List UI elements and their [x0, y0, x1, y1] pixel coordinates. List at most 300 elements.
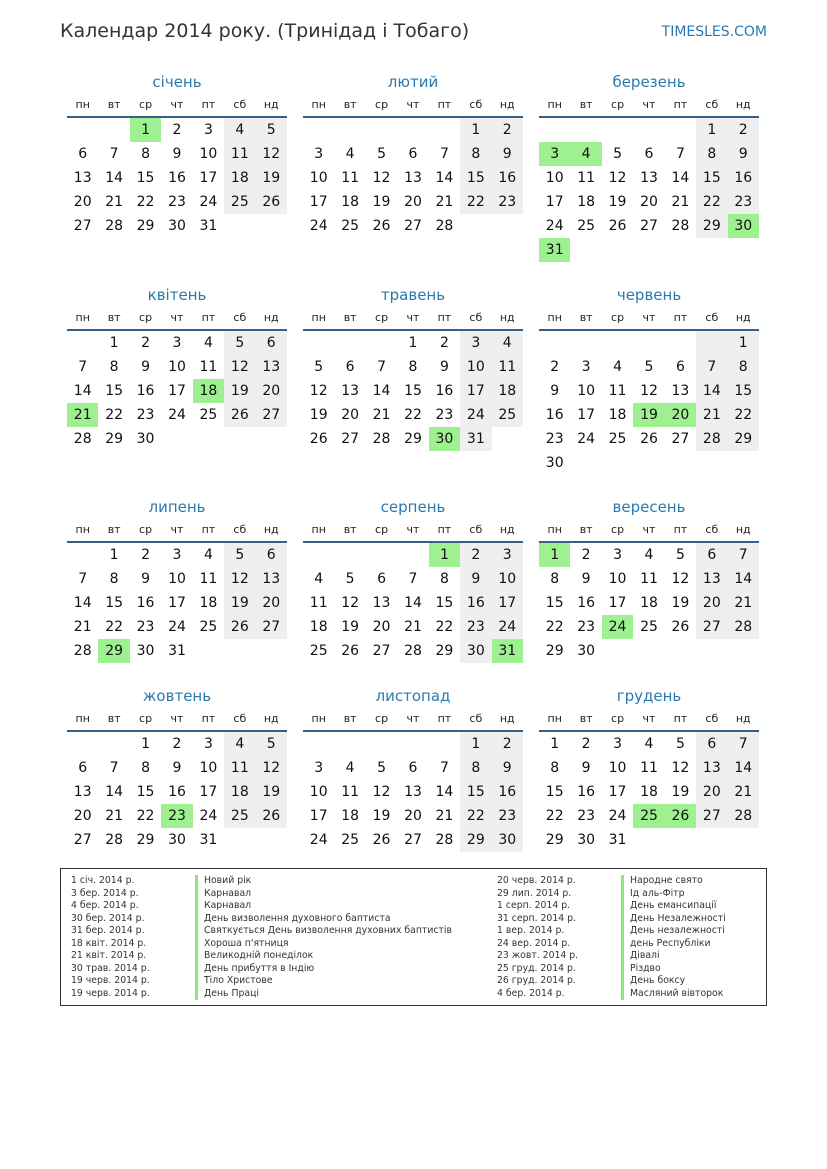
day-cell: 7 [675, 146, 685, 162]
day-cell: 27 [341, 431, 360, 447]
empty-cell [602, 331, 633, 355]
holiday-day-cell: 31 [539, 238, 570, 262]
weekday-label: чт [406, 98, 420, 111]
day-grid [539, 118, 759, 262]
day-cell: 26 [224, 615, 255, 639]
day-cell: 28 [696, 427, 727, 451]
day-cell: 18 [341, 808, 360, 824]
day-cell: 15 [136, 170, 155, 186]
day-cell: 22 [435, 619, 454, 635]
day-cell: 28 [105, 218, 124, 234]
day-grid [539, 732, 759, 852]
day-cell: 16 [136, 595, 155, 611]
day-cell: 16 [492, 166, 523, 190]
day-cell: 21 [671, 194, 690, 210]
weekday-header [67, 519, 287, 543]
day-cell: 7 [377, 359, 387, 375]
day-cell: 4 [345, 146, 355, 162]
weekday-label: пт [673, 98, 688, 111]
day-cell: 9 [141, 571, 151, 587]
day-cell: 17 [199, 784, 218, 800]
weekday-label: вт [107, 311, 121, 324]
day-cell: 19 [256, 780, 287, 804]
day-cell: 17 [309, 194, 328, 210]
legend-date: 18 квіт. 2014 р. [71, 937, 147, 949]
weekday-label: чт [642, 523, 656, 536]
day-cell: 13 [372, 595, 391, 611]
day-cell: 27 [404, 832, 422, 848]
empty-cell [67, 732, 98, 756]
day-cell: 28 [435, 832, 454, 848]
legend-holiday-name: день Республіки [621, 938, 711, 951]
day-cell: 29 [136, 832, 155, 848]
empty-cell [334, 331, 365, 355]
day-grid [303, 732, 523, 852]
holiday-day-cell: 31 [492, 639, 523, 663]
weekday-label: чт [642, 98, 656, 111]
day-cell: 26 [256, 190, 287, 214]
day-cell: 21 [435, 194, 454, 210]
holiday-day-cell: 30 [728, 214, 759, 238]
day-cell: 18 [224, 780, 255, 804]
legend-row [497, 988, 726, 1001]
weekday-label: чт [170, 98, 184, 111]
weekday-label: пт [201, 98, 216, 111]
day-cell: 19 [608, 194, 627, 210]
day-cell: 23 [545, 431, 564, 447]
weekday-label: пт [673, 311, 688, 324]
weekday-label: вт [579, 311, 593, 324]
day-cell: 17 [608, 784, 627, 800]
weekday-label: вт [579, 98, 593, 111]
legend-holiday-name: День боксу [621, 975, 685, 988]
day-cell: 3 [613, 736, 623, 752]
weekday-label: пн [311, 311, 326, 324]
weekday-label: чт [170, 523, 184, 536]
weekday-label: нд [735, 311, 751, 324]
day-cell: 1 [460, 118, 491, 142]
day-cell: 30 [168, 218, 186, 234]
day-grid [67, 118, 287, 238]
day-cell: 3 [314, 146, 324, 162]
holiday-day-cell: 1 [539, 543, 570, 567]
day-cell: 6 [408, 146, 418, 162]
day-cell: 3 [172, 335, 182, 351]
empty-cell [303, 331, 334, 355]
day-cell: 4 [314, 571, 324, 587]
legend-row [497, 938, 726, 951]
day-cell: 13 [341, 383, 360, 399]
legend-holiday-name: День емансипації [621, 900, 716, 913]
day-cell: 8 [550, 760, 560, 776]
day-cell: 17 [168, 383, 186, 399]
day-cell: 21 [435, 808, 454, 824]
day-cell: 28 [728, 615, 759, 639]
day-grid [67, 331, 287, 451]
day-cell: 24 [608, 808, 627, 824]
day-cell: 24 [545, 218, 564, 234]
day-grid [303, 331, 523, 451]
month-9 [539, 495, 759, 663]
weekday-label: пт [437, 98, 452, 111]
month-name: жовтень [142, 687, 212, 705]
day-cell: 20 [696, 591, 727, 615]
day-cell: 30 [136, 431, 155, 447]
empty-cell [98, 118, 129, 142]
day-cell: 17 [309, 808, 328, 824]
day-cell: 11 [492, 355, 523, 379]
day-cell: 30 [577, 832, 596, 848]
legend-holiday-name: Святкується День визволення духовних баптистів [195, 925, 452, 938]
legend-row [497, 913, 726, 926]
day-cell: 14 [404, 595, 422, 611]
empty-cell [570, 118, 601, 142]
day-cell: 25 [341, 218, 360, 234]
day-cell: 20 [73, 194, 92, 210]
weekday-label: вт [579, 712, 593, 725]
empty-cell [67, 331, 98, 355]
legend-row [497, 950, 726, 963]
day-cell: 28 [73, 431, 92, 447]
day-cell: 31 [460, 427, 491, 451]
day-cell: 28 [404, 643, 422, 659]
day-cell: 27 [696, 615, 727, 639]
weekday-label: пн [311, 712, 326, 725]
day-cell: 29 [404, 431, 422, 447]
day-cell: 29 [545, 832, 564, 848]
empty-cell [665, 331, 696, 355]
weekday-label: вт [107, 523, 121, 536]
legend-column-left [71, 875, 452, 1000]
legend-row [497, 888, 726, 901]
day-cell: 7 [109, 146, 119, 162]
day-cell: 27 [404, 218, 422, 234]
day-cell: 9 [141, 359, 151, 375]
weekday-label: пт [201, 311, 216, 324]
day-cell: 9 [172, 146, 182, 162]
day-cell: 19 [372, 194, 391, 210]
day-cell: 18 [224, 166, 255, 190]
day-cell: 24 [199, 194, 218, 210]
day-cell: 27 [696, 804, 727, 828]
legend-row [71, 963, 452, 976]
legend-date: 31 бер. 2014 р. [71, 925, 145, 936]
weekday-label: ср [375, 523, 389, 536]
day-cell: 26 [608, 218, 627, 234]
day-cell: 26 [372, 218, 391, 234]
day-cell: 18 [577, 194, 596, 210]
day-cell: 10 [608, 571, 627, 587]
weekday-header [303, 94, 523, 118]
day-cell: 29 [460, 828, 491, 852]
day-cell: 4 [224, 732, 255, 756]
day-cell: 11 [341, 784, 360, 800]
day-cell: 23 [136, 619, 155, 635]
weekday-label: пн [75, 712, 90, 725]
day-cell: 8 [696, 142, 727, 166]
day-cell: 14 [435, 170, 454, 186]
day-cell: 2 [141, 335, 151, 351]
weekday-label: пт [673, 523, 688, 536]
empty-cell [366, 331, 397, 355]
day-cell: 26 [341, 643, 360, 659]
day-cell: 1 [109, 335, 119, 351]
day-cell: 27 [671, 431, 690, 447]
day-cell: 15 [105, 383, 124, 399]
day-cell: 20 [256, 379, 287, 403]
day-cell: 3 [314, 760, 324, 776]
legend-date: 30 трав. 2014 р. [71, 962, 150, 974]
weekday-label: пн [75, 98, 90, 111]
day-cell: 27 [640, 218, 658, 234]
day-cell: 23 [728, 190, 759, 214]
holiday-day-cell: 19 [633, 403, 664, 427]
empty-cell [366, 543, 397, 567]
brand-link[interactable]: TIMESLES.COM [661, 24, 767, 40]
day-grid [67, 543, 287, 663]
empty-cell [633, 331, 664, 355]
day-cell: 5 [345, 571, 355, 587]
day-cell: 10 [309, 784, 328, 800]
day-cell: 26 [256, 804, 287, 828]
legend-holiday-name: Хороша п'ятниця [195, 938, 289, 951]
day-cell: 13 [404, 170, 422, 186]
day-cell: 4 [203, 547, 213, 563]
day-cell: 12 [224, 355, 255, 379]
month-name: вересень [612, 498, 686, 516]
day-cell: 25 [577, 218, 596, 234]
day-cell: 8 [109, 359, 119, 375]
weekday-label: чт [642, 311, 656, 324]
day-cell: 19 [671, 595, 690, 611]
weekday-label: чт [642, 712, 656, 725]
day-cell: 27 [372, 643, 391, 659]
month-4 [67, 283, 287, 451]
month-name: лютий [387, 73, 439, 91]
month-name: березень [612, 73, 686, 91]
day-cell: 19 [224, 591, 255, 615]
weekday-label: ср [375, 712, 389, 725]
day-cell: 7 [408, 571, 418, 587]
legend-row [497, 963, 726, 976]
day-cell: 28 [671, 218, 690, 234]
day-cell: 23 [577, 619, 596, 635]
day-cell: 18 [309, 619, 328, 635]
day-cell: 4 [345, 760, 355, 776]
weekday-header [67, 94, 287, 118]
weekday-label: сб [469, 523, 483, 536]
empty-cell [67, 118, 98, 142]
weekday-label: ср [139, 98, 153, 111]
day-cell: 9 [581, 760, 591, 776]
day-cell: 16 [168, 784, 186, 800]
legend-date: 29 лип. 2014 р. [497, 887, 572, 899]
day-cell: 14 [73, 595, 92, 611]
day-cell: 7 [439, 146, 449, 162]
day-cell: 20 [404, 194, 422, 210]
empty-cell [602, 118, 633, 142]
day-cell: 4 [203, 335, 213, 351]
day-cell: 22 [404, 407, 422, 423]
day-cell: 16 [168, 170, 186, 186]
day-cell: 16 [577, 595, 596, 611]
day-cell: 12 [309, 383, 328, 399]
day-cell: 6 [78, 760, 88, 776]
day-cell: 1 [460, 732, 491, 756]
day-cell: 3 [492, 543, 523, 567]
day-cell: 8 [439, 571, 449, 587]
legend-date: 25 груд. 2014 р. [497, 962, 576, 974]
day-cell: 11 [199, 571, 218, 587]
day-cell: 16 [460, 591, 491, 615]
weekday-label: пт [201, 712, 216, 725]
month-7 [67, 495, 287, 663]
day-cell: 1 [728, 331, 759, 355]
day-cell: 16 [492, 780, 523, 804]
day-grid [303, 118, 523, 238]
day-cell: 21 [696, 403, 727, 427]
day-cell: 10 [168, 571, 186, 587]
legend-holiday-name: Великодній понеділок [195, 950, 313, 963]
weekday-label: пт [437, 712, 452, 725]
day-cell: 10 [168, 359, 186, 375]
day-cell: 12 [256, 756, 287, 780]
weekday-label: сб [233, 712, 247, 725]
day-cell: 2 [581, 736, 591, 752]
legend-holiday-name: Різдво [621, 963, 661, 976]
legend-holiday-name: День Праці [195, 988, 259, 1001]
weekday-label: вт [343, 311, 357, 324]
day-cell: 10 [577, 383, 596, 399]
legend-date: 24 вер. 2014 р. [497, 937, 571, 949]
day-cell: 22 [545, 619, 564, 635]
day-cell: 7 [728, 543, 759, 567]
day-cell: 18 [640, 595, 658, 611]
day-cell: 25 [608, 431, 627, 447]
weekday-label: нд [263, 523, 279, 536]
day-cell: 30 [168, 832, 186, 848]
day-cell: 8 [141, 760, 151, 776]
day-cell: 3 [581, 359, 591, 375]
day-cell: 28 [435, 218, 454, 234]
empty-cell [303, 732, 334, 756]
day-cell: 20 [404, 808, 422, 824]
day-cell: 11 [224, 756, 255, 780]
day-cell: 8 [728, 355, 759, 379]
weekday-label: нд [263, 311, 279, 324]
day-cell: 16 [435, 383, 454, 399]
weekday-label: пт [673, 712, 688, 725]
weekday-label: пн [547, 523, 562, 536]
month-name: грудень [616, 687, 682, 705]
day-cell: 12 [224, 567, 255, 591]
month-name: січень [152, 73, 202, 91]
day-cell: 27 [73, 832, 92, 848]
day-cell: 7 [696, 355, 727, 379]
day-cell: 15 [404, 383, 422, 399]
weekday-header [67, 708, 287, 732]
empty-cell [303, 543, 334, 567]
legend-holiday-name: День незалежності [621, 925, 725, 938]
day-cell: 8 [460, 756, 491, 780]
empty-cell [570, 331, 601, 355]
day-cell: 14 [728, 567, 759, 591]
day-cell: 3 [613, 547, 623, 563]
day-cell: 11 [199, 359, 218, 375]
weekday-label: сб [705, 523, 719, 536]
legend-row [71, 913, 452, 926]
legend-date: 23 жовт. 2014 р. [497, 950, 579, 961]
weekday-label: пт [201, 523, 216, 536]
day-cell: 31 [199, 832, 218, 848]
day-cell: 1 [550, 736, 560, 752]
empty-cell [397, 118, 428, 142]
weekday-header [303, 708, 523, 732]
day-cell: 13 [404, 784, 422, 800]
legend-date: 19 черв. 2014 р. [71, 975, 150, 986]
day-cell: 15 [105, 595, 124, 611]
day-cell: 5 [377, 760, 387, 776]
day-cell: 20 [256, 591, 287, 615]
weekday-label: нд [735, 523, 751, 536]
holiday-day-cell: 20 [665, 403, 696, 427]
day-cell: 18 [492, 379, 523, 403]
day-cell: 16 [545, 407, 564, 423]
empty-cell [303, 118, 334, 142]
legend-holiday-name: Ід аль-Фітр [621, 888, 685, 901]
day-cell: 16 [728, 166, 759, 190]
legend-date: 1 вер. 2014 р. [497, 925, 565, 936]
weekday-label: нд [499, 98, 515, 111]
weekday-label: сб [705, 311, 719, 324]
empty-cell [366, 118, 397, 142]
day-cell: 24 [492, 615, 523, 639]
day-cell: 3 [460, 331, 491, 355]
day-cell: 17 [168, 595, 186, 611]
day-cell: 5 [675, 547, 685, 563]
day-cell: 5 [314, 359, 324, 375]
weekday-label: чт [406, 523, 420, 536]
month-name: липень [148, 498, 206, 516]
day-cell: 4 [644, 547, 654, 563]
day-cell: 30 [492, 828, 523, 852]
day-cell: 13 [696, 756, 727, 780]
day-cell: 7 [439, 760, 449, 776]
weekday-label: сб [233, 523, 247, 536]
day-cell: 22 [136, 808, 155, 824]
holiday-day-cell: 30 [429, 427, 460, 451]
day-cell: 5 [256, 732, 287, 756]
holiday-day-cell: 24 [602, 615, 633, 639]
day-cell: 6 [675, 359, 685, 375]
empty-cell [665, 118, 696, 142]
legend-date: 3 бер. 2014 р. [71, 887, 139, 899]
day-cell: 20 [73, 808, 92, 824]
day-cell: 19 [372, 808, 391, 824]
day-cell: 29 [545, 643, 564, 659]
day-cell: 31 [168, 643, 186, 659]
day-cell: 1 [696, 118, 727, 142]
day-cell: 26 [372, 832, 391, 848]
legend-row [497, 925, 726, 938]
day-cell: 12 [671, 571, 690, 587]
day-cell: 7 [728, 732, 759, 756]
weekday-label: сб [469, 311, 483, 324]
day-cell: 8 [109, 571, 119, 587]
legend-date: 20 черв. 2014 р. [497, 875, 576, 886]
weekday-label: чт [406, 712, 420, 725]
day-cell: 11 [640, 571, 658, 587]
